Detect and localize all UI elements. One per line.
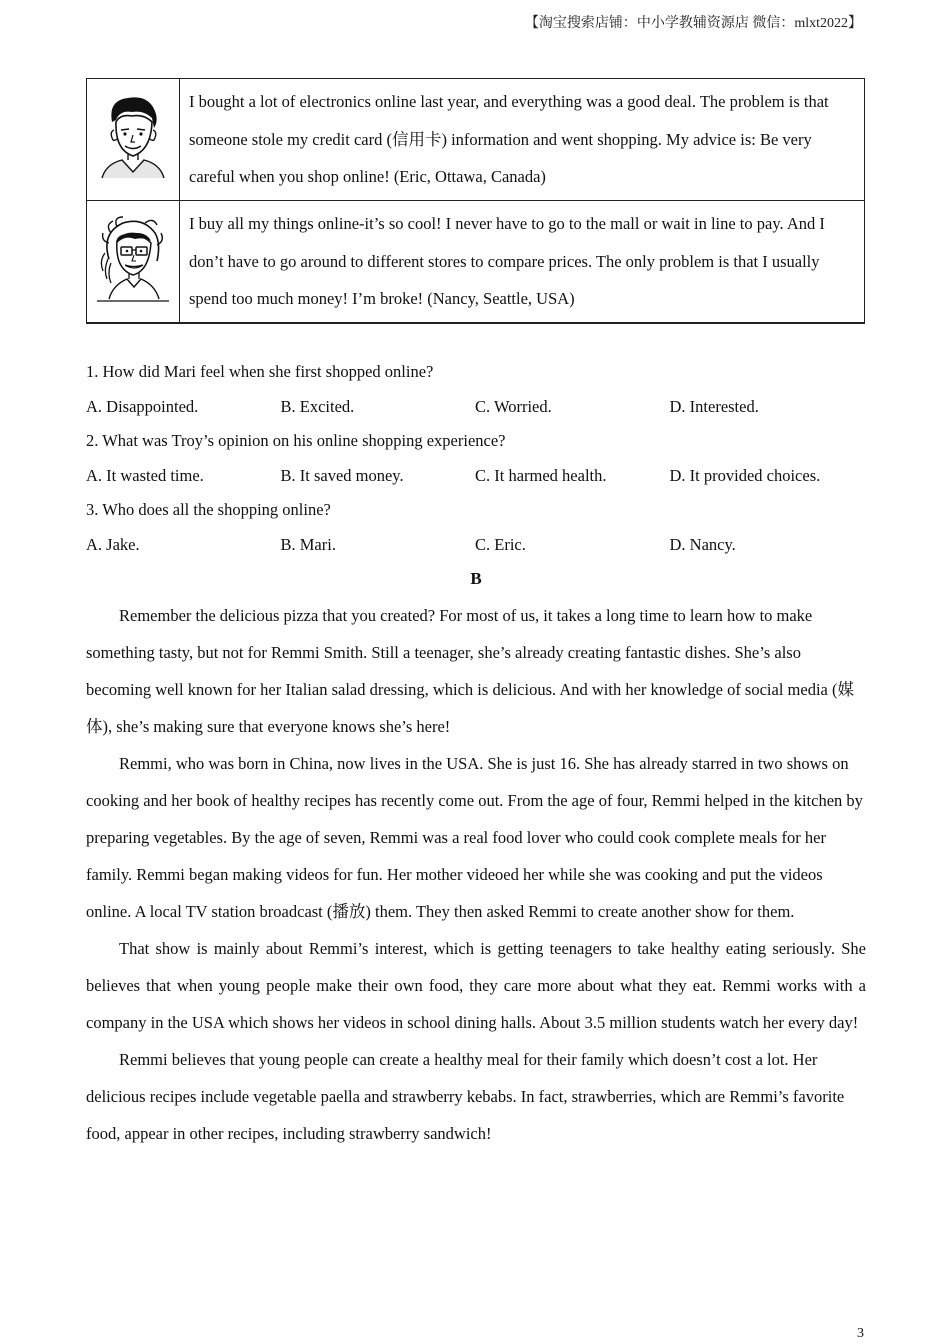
avatar: [87, 201, 180, 324]
question-options: [86, 390, 866, 425]
passage-paragraph: Remmi, who was born in China, now lives in the USA. She is just 16. She has already starred in two shows on cooking and her book of healthy recipes has recently come out. From the age of four, Remmi helped in the kitchen by preparing vegetables. By the age of seven, Remmi was a real food lover who could cook complete meals for her family. Remmi began making videos for fun. Her mother videoed her while she was cooking and put the videos online. A local TV station broadcast (播放) them. They then asked Remmi to create another show for them.: [86, 753, 863, 921]
question-options: [86, 459, 866, 494]
comment-text: I buy all my things online-it’s so cool! I never have to go to the mall or wait in line to pay. And I don’t have to go around to different stores to compare prices. The only problem is that I usually spend too much money! I’m broke! (Nancy, Seattle, USA): [180, 201, 865, 324]
comments-table: [86, 78, 865, 324]
comment-row: [87, 79, 865, 201]
option-b: B. Mari.: [280, 534, 336, 554]
option-d: D. Interested.: [669, 396, 759, 416]
option-b: B. Excited.: [280, 396, 355, 416]
question-text: 3. Who does all the shopping online?: [86, 500, 331, 519]
page-number: 3: [857, 1326, 864, 1341]
avatar: [87, 79, 180, 201]
option-a: A. It wasted time.: [86, 465, 204, 485]
comment-row: [87, 201, 865, 324]
option-a: A. Disappointed.: [86, 396, 199, 416]
girl-with-glasses-portrait-icon: [95, 213, 171, 305]
option-c: C. Eric.: [475, 534, 526, 554]
question-options: [86, 528, 866, 563]
option-c: C. Worried.: [475, 396, 552, 416]
comment-text: I bought a lot of electronics online last year, and everything was a good deal. The problem is that someone stole my credit card (信用卡) information and went shopping. My advice is: Be very careful when you shop online! (Eric, Ottawa, Canada): [180, 79, 865, 201]
reading-passage: [86, 597, 866, 1152]
passage-paragraph: That show is mainly about Remmi’s interest, which is getting teenagers to take healthy eating seriously. She believes that when young people make their own food, they care more about what they eat. Remmi works with a company in the USA which shows her videos in school dining halls. About 3.5 million students watch her every day!: [86, 938, 866, 1032]
question-text: 2. What was Troy’s opinion on his online shopping experience?: [86, 431, 506, 450]
option-c: C. It harmed health.: [475, 465, 607, 485]
option-d: D. Nancy.: [669, 534, 736, 554]
page-header: 【淘宝搜索店铺：中小学教辅资源店 微信：mlxt2022】: [524, 16, 862, 31]
option-b: B. It saved money.: [280, 465, 404, 485]
boy-portrait-icon: [98, 92, 168, 182]
question-text: 1. How did Mari feel when she first shopped online?: [86, 362, 434, 381]
questions-section: [86, 355, 866, 1152]
section-title: B: [470, 569, 482, 588]
option-d: D. It provided choices.: [669, 465, 821, 485]
passage-paragraph: Remmi believes that young people can create a healthy meal for their family which doesn’t cost a lot. Her delicious recipes include vegetable paella and strawberry kebabs. In fact, strawberries, which are Remmi’s favorite food, appear in other recipes, including strawberry sandwich!: [86, 1049, 845, 1143]
passage-paragraph: Remember the delicious pizza that you created? For most of us, it takes a long time to learn how to make something tasty, but not for Remmi Smith. Still a teenager, she’s already creating fantastic dishes. She’s also becoming well known for her Italian salad dressing, which is delicious. And with her knowledge of social media (媒体), she’s making sure that everyone knows she’s here!: [86, 605, 854, 736]
option-a: A. Jake.: [86, 534, 140, 554]
